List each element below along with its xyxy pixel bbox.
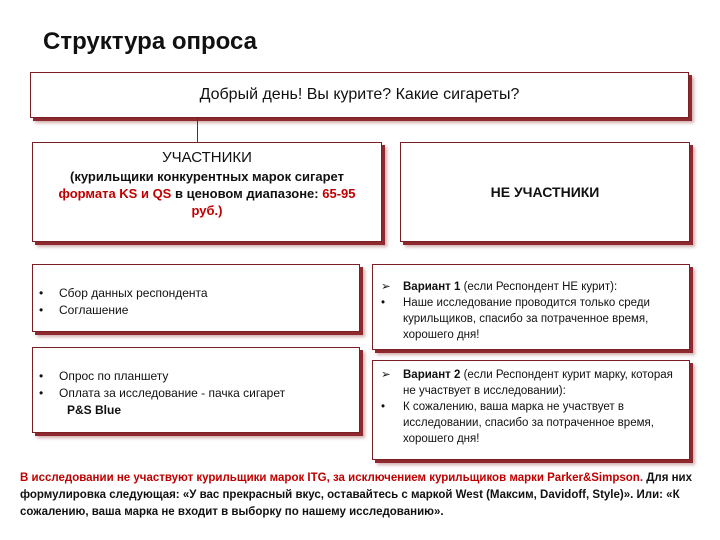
non-participants-heading: НЕ УЧАСТНИКИ: [490, 184, 600, 200]
variant-1-condition: (если Респондент НЕ курит):: [460, 281, 618, 293]
page-title: Структура опроса: [43, 28, 257, 55]
footer-wording: Для них формулировка следующая: «У вас прекрасный вкус, оставайтесь с маркой West (Максим, Davidoff, Style)». Или: «К сожалению, ваша марка не входит в выборку по нашему исследованию».: [20, 472, 693, 518]
variant-2-message: К сожалению, ваша марка не участвует в исследовании, спасибо за потраченное время, хорошего дня!: [403, 401, 654, 445]
connector-line: [197, 118, 198, 142]
list-item: • Оплата за исследование - пачка сигарет: [37, 385, 285, 402]
variant-1-title: Вариант 1: [403, 281, 461, 293]
list-item: • Соглашение: [37, 302, 208, 319]
brand-label: P&S Blue: [67, 403, 122, 417]
list-item: • Сбор данных респондента: [37, 285, 208, 302]
survey-box: [32, 347, 360, 433]
footer-note: [20, 470, 710, 521]
variant-2-condition: (если Респондент курит марку, которая не участвует в исследовании):: [403, 369, 673, 397]
footer-exclusion: В исследовании не участвуют курильщики марок ITG, за исключением курильщиков марки Parker&Simpson.: [20, 472, 644, 484]
variant-1-message: Наше исследование проводится только среди курильщиков, спасибо за потраченное время, хорошего дня!: [403, 297, 650, 341]
arrow-bullet-icon: ➢: [381, 369, 391, 381]
question-text: Добрый день! Вы курите? Какие сигареты?: [199, 86, 520, 103]
variant-1-box: [372, 264, 690, 350]
desc-format: формата KS и QS: [58, 186, 172, 201]
data-collection-box: [32, 264, 360, 332]
dot-bullet-icon: •: [381, 401, 386, 413]
arrow-bullet-icon: ➢: [381, 281, 391, 293]
desc-part-2: в ценовом диапазоне:: [171, 186, 323, 201]
list-item: • Опрос по планшету: [37, 368, 285, 385]
participants-description: [47, 168, 367, 219]
participants-heading: УЧАСТНИКИ: [162, 149, 252, 166]
non-participants-box: [400, 142, 690, 242]
dot-bullet-icon: •: [381, 297, 386, 309]
variant-2-title: Вариант 2: [403, 369, 461, 381]
participants-box: [32, 142, 382, 242]
variant-2-box: [372, 360, 690, 460]
desc-part-1: (курильщики конкурентных марок сигарет: [70, 169, 344, 184]
question-box: [30, 72, 689, 118]
desc-price: 65-95 руб.): [191, 186, 356, 218]
